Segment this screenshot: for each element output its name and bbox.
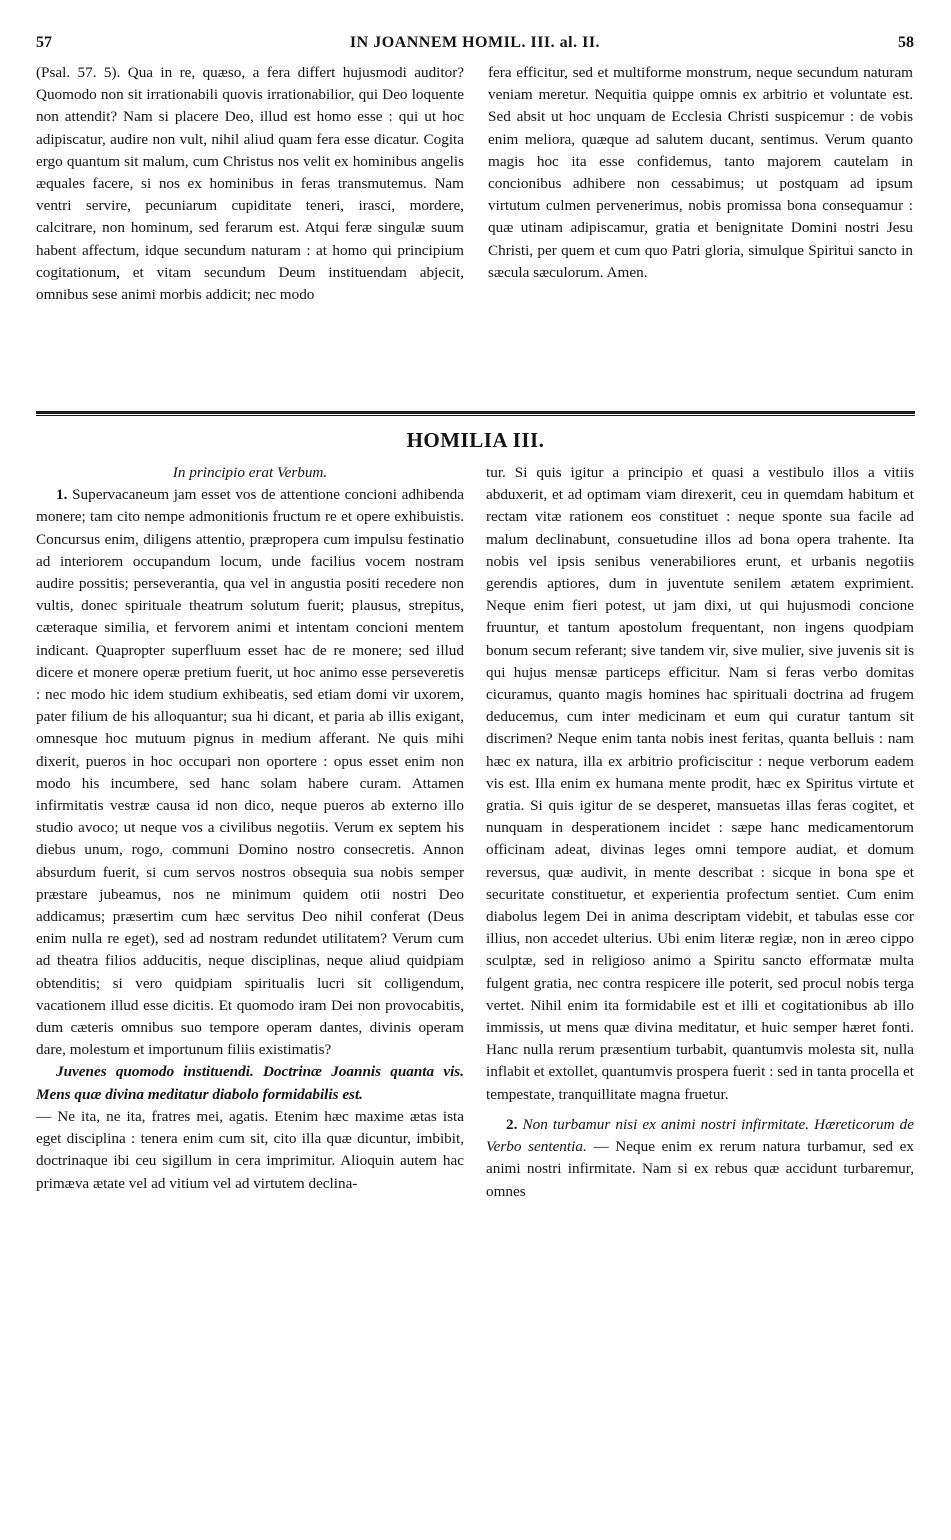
epigraph: In principio erat Verbum. <box>172 464 328 481</box>
paragraph-2-text: — Neque enim ex rerum natura turbamur, sed ex animi nostri infirmitate. Nam si ex rebus quæ accidunt turbaremur, omnes <box>486 1138 915 1200</box>
page-number-right: 58 <box>898 34 914 51</box>
paragraph-1-text: Supervacaneum jam esset vos de attentione concioni adhibenda monere; tam cito nempe admonitionis fructum re et opere exhibuistis. Concursus enim, diligens attentio, præpropera cum impulsu festinatio ad interiorem occupandum locum, unde facilius vocem nostram audire possitis; perseverantia, qua vel in angustia positi recedere non vultis, donec spirituale theatrum solutum fuerit; plausus, strepitus, cæteraque similia, et fervorem animi et intentam concioni mentem indicant. Quapropter superfluum esset hac de re monere; sed illud dicere et monere operæ pretium fuerit, ut hoc animo esse perseveretis : nec modo hic idem studium exhibeatis, sed etiam domi vir uxorem, pater filium de his alloquantur; sua hi dicant, et paria ab illis exigant, omnesque hoc mutuum pignus in medium afferant. Ne quis mihi dixerit, pueros in hoc occupari non oportere : opus esset enim non modo his incumbere, sed hanc solam habere curam. Attamen infirmitatis vestræ causa id non dico, neque pueros ab externo illo studio avoco; ut neque vos a civilibus negotiis. Verum ex septem his diebus unum, rogo, communi Domino nostro consecretis. Annon absurdum fuerit, si cum servos nostros obsequia sua nobis semper præstare jubeamus, nos ne minimum quidem otii nostri Deo addicamus; præsertim cum hæc servitus Deo nihil conferat (Deus enim nulla re eget), sed ad nostram redundet utilitatem? Verum cum ad theatra filios adducitis, neque disciplinas, neque aliud quidpiam obtenditis; si vero quidpiam spiritualis lucri sit colligendum, vacationem illud esse dicitis. Et quomodo iram Dei non provocabitis, dum cæteris omnibus suo tempore operam dantes, divinis operam dare, molestum et importunum filiis existimatis? <box>36 486 465 1059</box>
section-divider-rule <box>36 411 915 414</box>
paragraph-2 <box>486 1114 914 1203</box>
right-column-paragraph: tur. Si quis igitur a principio et quasi a vestibulo illos a vitiis abduxerit, et ad optimam viam direxerit, ceu in quemdam habitum et rectam vitæ rationem eos constituet : neque sponte sua facile ad malum declinabunt, consuetudine illos ad bona opera trahente. Ita nobis vel ipsis senibus venerabiliores erunt, et urbanis negotiis gerendis aptiores, dum in juventute senilem ætatem exprimient. Neque enim fieri potest, ut jam dixi, ut qui hujusmodi concione fruuntur, et tantum apostolum frequentant, non ingens quodpiam bonum secum referant; sive tandem vir, sive mulier, sive juvenis sit is qui hujus mensæ particeps efficitur. Nam si feras verbo domitas cicuramus, quanto magis homines hac spirituali doctrina ad frugem deducemus, cum inter medicinam et eum qui curatur tantum sit discrimen? Neque enim tanta nobis inest feritas, quanta belluis : nam hæc ex natura, illa ex arbitrio proficiscitur : neque verborum eadem vis est. Illa enim ex humana mente prodit, hæc ex Spiritus virtute et gratia. Si quis igitur de se desperet, mansuetas illas feras cogitet, et nunquam in desperationem incidet : sæpe hanc medicamentorum officinam adeat, divinas leges omni tempore audiat, et domum reversus, quæ audivit, in mente describat : sicque in bona spe et securitate constituetur, et experientia profectum sentiet. Cum enim diabolus legem Dei in anima descriptam videbit, et tabulas esse cor illius, non accedet ulterius. Ubi enim literæ regiæ, non in æreo cippo sculptæ, sed in religioso animo a Spiritu sancto efformatæ multa fulgent gratia, nec contra respicere ille poterit, sed procul nobis terga vertet. Nihil enim ita formidabile est et illi et cogitationibus ab illo immissis, ut mens quæ divina meditatur, et huic semper hæret fonti. Hanc nulla rerum præsentium turbabit, quantumvis molesta sit, nulla inflabit et extollet, quantumvis prospera fuerit : sed in tanta procella et tempestate, tranquillitate magna fruetur. <box>486 464 914 1103</box>
paragraph-2-number: 2. <box>506 1115 518 1133</box>
paragraph-1-continued: — Ne ita, ne ita, fratres mei, agatis. Etenim hæc maxime ætas ista eget disciplina : tenera enim cum sit, cito illa quæ dicuntur, imbibit, doctrinaque ibi ceu sigillum in cera imprimitur. Alioquin autem hac primæva ætate vel ad vitium vel ad virtutem declina- <box>36 1107 464 1192</box>
top-right-paragraph: fera efficitur, sed et multiforme monstrum, neque secundum naturam veniam meretur. Nequitia quippe omnis ex arbitrio et voluntate est. Sed absit ut hoc unquam de Ecclesia Christi suspicemur : de vobis enim meliora, quæque ad salutem ducant, sentimus. Verum quanto magis hoc ita esse confidemus, tanto majorem cautelam in concionibus adhibere non cessabimus; ut postquam ad ipsum virtutum culmen pervenerimus, nobis promissa bona consequamur : quæ utinam adipiscamur, gratia et benignitate Domini nostri Jesu Christi, per quem et cum quo Patri gloria, simulque Spiritui sancto in sæcula sæculorum. Amen. <box>488 64 913 281</box>
section-divider-rule-thin <box>36 415 915 416</box>
bottom-left-column <box>36 462 464 1195</box>
paragraph-number: 1. <box>56 486 68 504</box>
paragraph-2-sidenote: Non turbamur nisi ex animi nostri infirmitate. Hæreticorum de Verbo sententia. <box>486 1115 915 1156</box>
running-head <box>36 34 914 56</box>
top-left-paragraph: (Psal. 57. 5). Qua in re, quæso, a fera differt hujusmodi auditor? Quomodo non sit irrationabili quovis irrationabilior, qui Deo loquente non attendit? Nam si placere Deo, illud est homo esse : qui ut hoc adipiscatur, audire non vult, nihil aliud quam fera esse dicatur. Cogita ergo quantum sit malum, cum Christus nos velit ex hominibus angelis æquales facere, si nos ex hominibus in feras transmutemus. Nam ventri servire, pecuniarum cupiditate teneri, irasci, mordere, calcitrare, non hominum, sed ferarum est. Atqui feræ singulæ suum habent affectum, idque secundum naturam : at homo qui principium cogitationum, et vitam secundum Deum instituendam abjecit, omnibus sese animi morbis addicit; nec modo <box>36 64 464 304</box>
top-left-column <box>36 62 464 306</box>
top-right-column <box>488 62 913 284</box>
running-title: IN JOANNEM HOMIL. III. al. II. <box>349 34 601 51</box>
page-number-left: 57 <box>36 34 52 51</box>
sidenote-heading: Juvenes quomodo instituendi. Doctrinæ Joannis quanta vis. Mens quæ divina meditatur diabolo formidabilis est. <box>36 1063 464 1103</box>
paragraph-1 <box>36 484 464 1061</box>
bottom-right-column <box>486 462 914 1203</box>
homily-heading: HOMILIA III. <box>406 428 545 452</box>
